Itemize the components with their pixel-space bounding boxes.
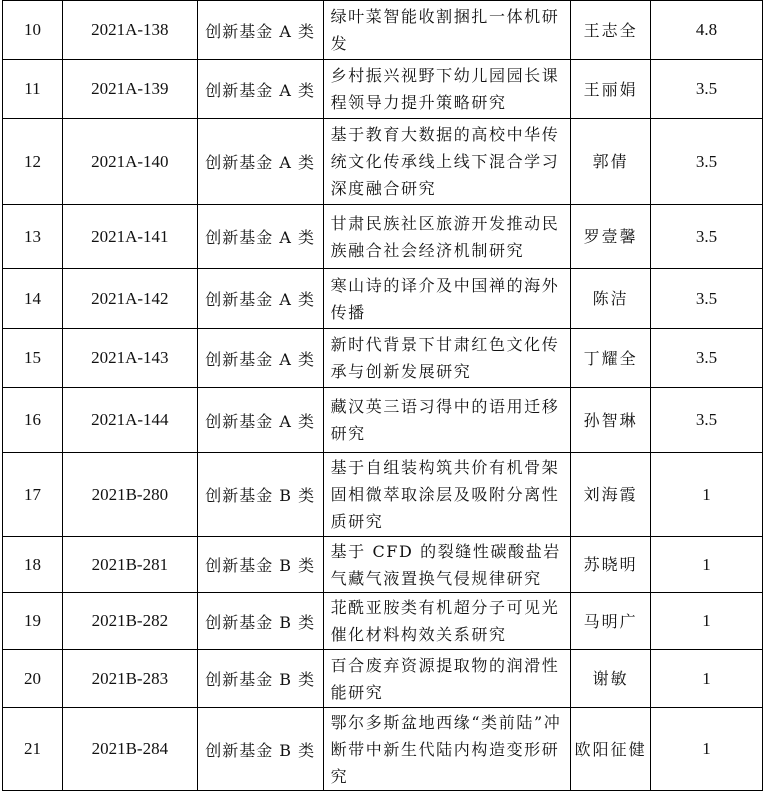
project-leader: 罗壹馨	[571, 205, 651, 269]
project-title: 百合废弃资源提取物的润滑性能研究	[323, 650, 571, 708]
funding-amount: 3.5	[651, 329, 763, 388]
project-leader: 丁耀全	[571, 329, 651, 388]
project-category: 创新基金 A 类	[197, 205, 323, 269]
project-category: 创新基金 A 类	[197, 329, 323, 388]
row-number: 13	[3, 205, 63, 269]
project-code: 2021A-142	[62, 269, 197, 329]
project-code: 2021B-281	[62, 537, 197, 593]
table-row	[3, 708, 763, 791]
project-category: 创新基金 A 类	[197, 269, 323, 329]
project-leader: 苏晓明	[571, 537, 651, 593]
project-title: 新时代背景下甘肃红色文化传承与创新发展研究	[323, 329, 571, 388]
row-number: 20	[3, 650, 63, 708]
project-leader: 谢敏	[571, 650, 651, 708]
project-title: 基于教育大数据的高校中华传统文化传承线上线下混合学习深度融合研究	[323, 119, 571, 205]
table-row	[3, 329, 763, 388]
table-row	[3, 388, 763, 453]
funding-amount: 1	[651, 650, 763, 708]
project-code: 2021B-282	[62, 593, 197, 650]
project-category: 创新基金 B 类	[197, 708, 323, 791]
project-leader: 欧阳征健	[571, 708, 651, 791]
project-leader: 郭倩	[571, 119, 651, 205]
project-title: 苝酰亚胺类有机超分子可见光催化材料构效关系研究	[323, 593, 571, 650]
project-title: 藏汉英三语习得中的语用迁移研究	[323, 388, 571, 453]
table-row	[3, 1, 763, 60]
funding-amount: 3.5	[651, 205, 763, 269]
project-category: 创新基金 B 类	[197, 537, 323, 593]
project-category: 创新基金 B 类	[197, 453, 323, 537]
project-category: 创新基金 A 类	[197, 119, 323, 205]
project-table-body	[3, 1, 763, 791]
project-leader: 孙智琳	[571, 388, 651, 453]
project-code: 2021A-143	[62, 329, 197, 388]
funding-amount: 3.5	[651, 388, 763, 453]
funding-amount: 3.5	[651, 119, 763, 205]
project-leader: 马明广	[571, 593, 651, 650]
table-row	[3, 593, 763, 650]
project-title: 鄂尔多斯盆地西缘“类前陆”冲断带中新生代陆内构造变形研究	[323, 708, 571, 791]
funding-amount: 4.8	[651, 1, 763, 60]
project-code: 2021B-284	[62, 708, 197, 791]
project-category: 创新基金 A 类	[197, 60, 323, 119]
row-number: 10	[3, 1, 63, 60]
row-number: 12	[3, 119, 63, 205]
row-number: 21	[3, 708, 63, 791]
project-title: 乡村振兴视野下幼儿园园长课程领导力提升策略研究	[323, 60, 571, 119]
project-code: 2021A-138	[62, 1, 197, 60]
project-code: 2021A-140	[62, 119, 197, 205]
funding-amount: 1	[651, 593, 763, 650]
funding-amount: 1	[651, 537, 763, 593]
table-row	[3, 537, 763, 593]
project-category: 创新基金 A 类	[197, 388, 323, 453]
table-row	[3, 269, 763, 329]
project-code: 2021B-283	[62, 650, 197, 708]
project-title: 基于 CFD 的裂缝性碳酸盐岩气藏气液置换气侵规律研究	[323, 537, 571, 593]
funding-amount: 1	[651, 453, 763, 537]
project-code: 2021A-144	[62, 388, 197, 453]
table-row	[3, 453, 763, 537]
project-category: 创新基金 A 类	[197, 1, 323, 60]
row-number: 15	[3, 329, 63, 388]
row-number: 16	[3, 388, 63, 453]
project-code: 2021B-280	[62, 453, 197, 537]
project-leader: 陈洁	[571, 269, 651, 329]
table-row	[3, 205, 763, 269]
project-title: 甘肃民族社区旅游开发推动民族融合社会经济机制研究	[323, 205, 571, 269]
funding-amount: 1	[651, 708, 763, 791]
table-row	[3, 119, 763, 205]
project-title: 基于自组装构筑共价有机骨架固相微萃取涂层及吸附分离性质研究	[323, 453, 571, 537]
row-number: 17	[3, 453, 63, 537]
project-title: 绿叶菜智能收割捆扎一体机研发	[323, 1, 571, 60]
project-title: 寒山诗的译介及中国禅的海外传播	[323, 269, 571, 329]
project-table	[2, 0, 763, 791]
project-category: 创新基金 B 类	[197, 593, 323, 650]
row-number: 18	[3, 537, 63, 593]
project-category: 创新基金 B 类	[197, 650, 323, 708]
table-row	[3, 60, 763, 119]
project-code: 2021A-141	[62, 205, 197, 269]
row-number: 14	[3, 269, 63, 329]
project-code: 2021A-139	[62, 60, 197, 119]
funding-amount: 3.5	[651, 269, 763, 329]
row-number: 19	[3, 593, 63, 650]
project-leader: 刘海霞	[571, 453, 651, 537]
project-leader: 王志全	[571, 1, 651, 60]
table-row	[3, 650, 763, 708]
row-number: 11	[3, 60, 63, 119]
project-leader: 王丽娟	[571, 60, 651, 119]
funding-amount: 3.5	[651, 60, 763, 119]
